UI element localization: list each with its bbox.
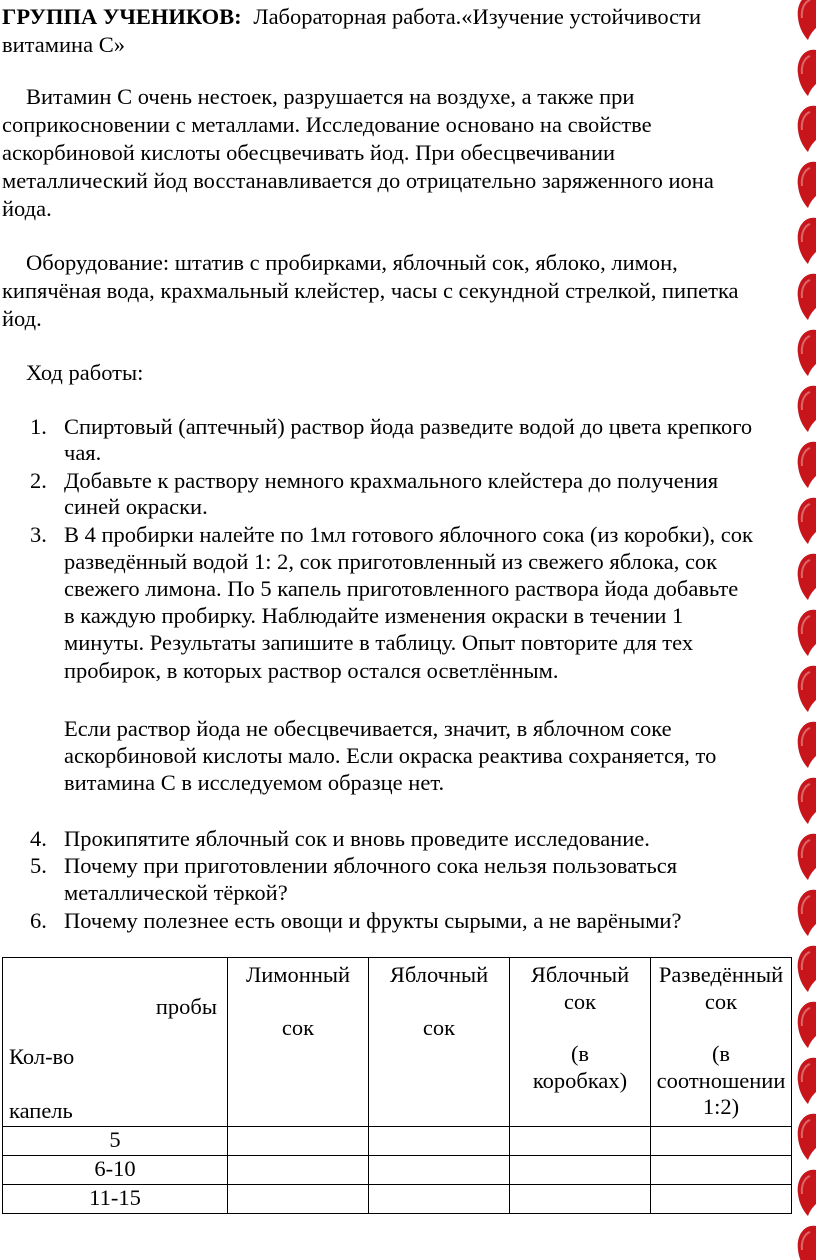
group-label: ГРУППА УЧЕНИКОВ: (2, 4, 242, 29)
list-item-text: металлической тёркой? (64, 880, 288, 905)
intro-line: соприкосновении с металлами. Исследование основано на свойстве (2, 112, 652, 137)
note-line: витамина С в исследуемом образце нет. (64, 770, 445, 795)
table-header-cell (510, 958, 651, 1127)
header-line: сок (563, 988, 597, 1014)
header-line: Лимонный (245, 962, 351, 987)
intro-line: йода. (2, 196, 52, 221)
equipment-line: Оборудование: штатив с пробирками, яблочный сок, яблоко, лимон, (26, 250, 678, 275)
table-cell (369, 1185, 510, 1214)
table-cell (510, 1185, 651, 1214)
list-item-text: Добавьте к раствору немного крахмального клейстера до получения (64, 468, 719, 493)
table-cell (651, 1156, 792, 1185)
corner-label-drops: капель (9, 1098, 73, 1123)
list-item-text: синей окраски. (64, 494, 208, 519)
list-item-text: Спиртовый (аптечный) раствор йода разведите водой до цвета крепкого (64, 414, 753, 439)
heart-decoration-icon (798, 0, 816, 40)
list-number: 2. (30, 468, 47, 493)
equipment-line: кипячёная вода, крахмальный клейстер, часы с секундной стрелкой, пипетка (2, 278, 739, 303)
table-cell (369, 1156, 510, 1185)
header-line: сок (704, 988, 738, 1014)
table-cell (228, 1185, 369, 1214)
header-line: коробках) (532, 1067, 628, 1093)
table-cell (510, 1127, 651, 1156)
table-cell (510, 1156, 651, 1185)
table-corner-cell (3, 958, 228, 1127)
heart-decoration-icon (798, 1226, 816, 1260)
table-cell (228, 1127, 369, 1156)
row-label-cell: 5 (3, 1127, 228, 1156)
table-header-cell (228, 958, 369, 1127)
list-number: 4. (30, 826, 47, 851)
header-line: Разведённый (658, 962, 784, 987)
list-number: 1. (30, 414, 47, 439)
list-number: 6. (30, 908, 47, 933)
table-cell (651, 1185, 792, 1214)
table-row (3, 1185, 792, 1214)
table-row (3, 1156, 792, 1185)
list-number: 3. (30, 522, 47, 547)
header-line: (в (570, 1041, 590, 1066)
list-item-text: В 4 пробирки налейте по 1мл готового яблочного сока (из коробки), сок (64, 522, 753, 547)
corner-label-count: Кол-во (9, 1044, 75, 1069)
row-label-cell: 6-10 (3, 1156, 228, 1185)
intro-line: аскорбиновой кислоты обесцвечивать йод. При обесцвечивании (2, 140, 616, 165)
table-header-row (3, 958, 792, 1127)
table-cell (651, 1127, 792, 1156)
header-line: (в (711, 1041, 731, 1066)
intro-line: Витамин С очень нестоек, разрушается на воздухе, а также при (26, 84, 635, 109)
header-line: Яблочный (530, 962, 630, 987)
list-item-text: Почему полезнее есть овощи и фрукты сырыми, а не варёными? (64, 908, 682, 933)
list-item-text: пробирок, в которых раствор остался осветлённым. (64, 658, 559, 683)
corner-label-probes: пробы (155, 994, 217, 1019)
list-item-text: в каждую пробирку. Наблюдайте изменения окраски в течении 1 (64, 603, 684, 628)
note-line: аскорбиновой кислоты мало. Если окраска реактива сохраняется, то (64, 743, 717, 768)
red-heart-border-icon (790, 0, 816, 1260)
document-title (2, 4, 701, 31)
lab-title: Лабораторная работа.«Изучение устойчивости (253, 4, 702, 29)
procedure-heading: Ход работы: (26, 360, 144, 385)
results-table (2, 957, 792, 1214)
table-header-cell (369, 958, 510, 1127)
list-item-text: Почему при приготовлении яблочного сока нельзя пользоваться (64, 853, 678, 878)
row-label-cell: 11-15 (3, 1185, 228, 1214)
header-line: соотношении (656, 1067, 786, 1093)
list-item-text: разведённый водой 1: 2, сок приготовленный из свежего яблока, сок (64, 549, 718, 574)
lab-title-continued: витамина С» (2, 32, 125, 57)
list-item-text: чая. (64, 440, 102, 465)
table-header-cell (651, 958, 792, 1127)
header-line: 1:2) (702, 1094, 740, 1119)
table-cell (369, 1127, 510, 1156)
note-line: Если раствор йода не обесцвечивается, значит, в яблочном соке (64, 716, 672, 741)
table-cell (228, 1156, 369, 1185)
header-line: Яблочный (389, 962, 489, 987)
list-number: 5. (30, 853, 47, 878)
table-row (3, 1127, 792, 1156)
list-item-text: минуты. Результаты запишите в таблицу. Опыт повторите для тех (64, 630, 694, 655)
list-item-text: свежего лимона. По 5 капель приготовленного раствора йода добавьте (64, 576, 739, 601)
intro-line: металлический йод восстанавливается до отрицательно заряженного иона (2, 168, 714, 193)
equipment-line: йод. (2, 306, 42, 331)
list-item-text: Прокипятите яблочный сок и вновь проведите исследование. (64, 826, 650, 851)
header-line: сок (281, 1014, 315, 1040)
header-line: сок (422, 1014, 456, 1040)
